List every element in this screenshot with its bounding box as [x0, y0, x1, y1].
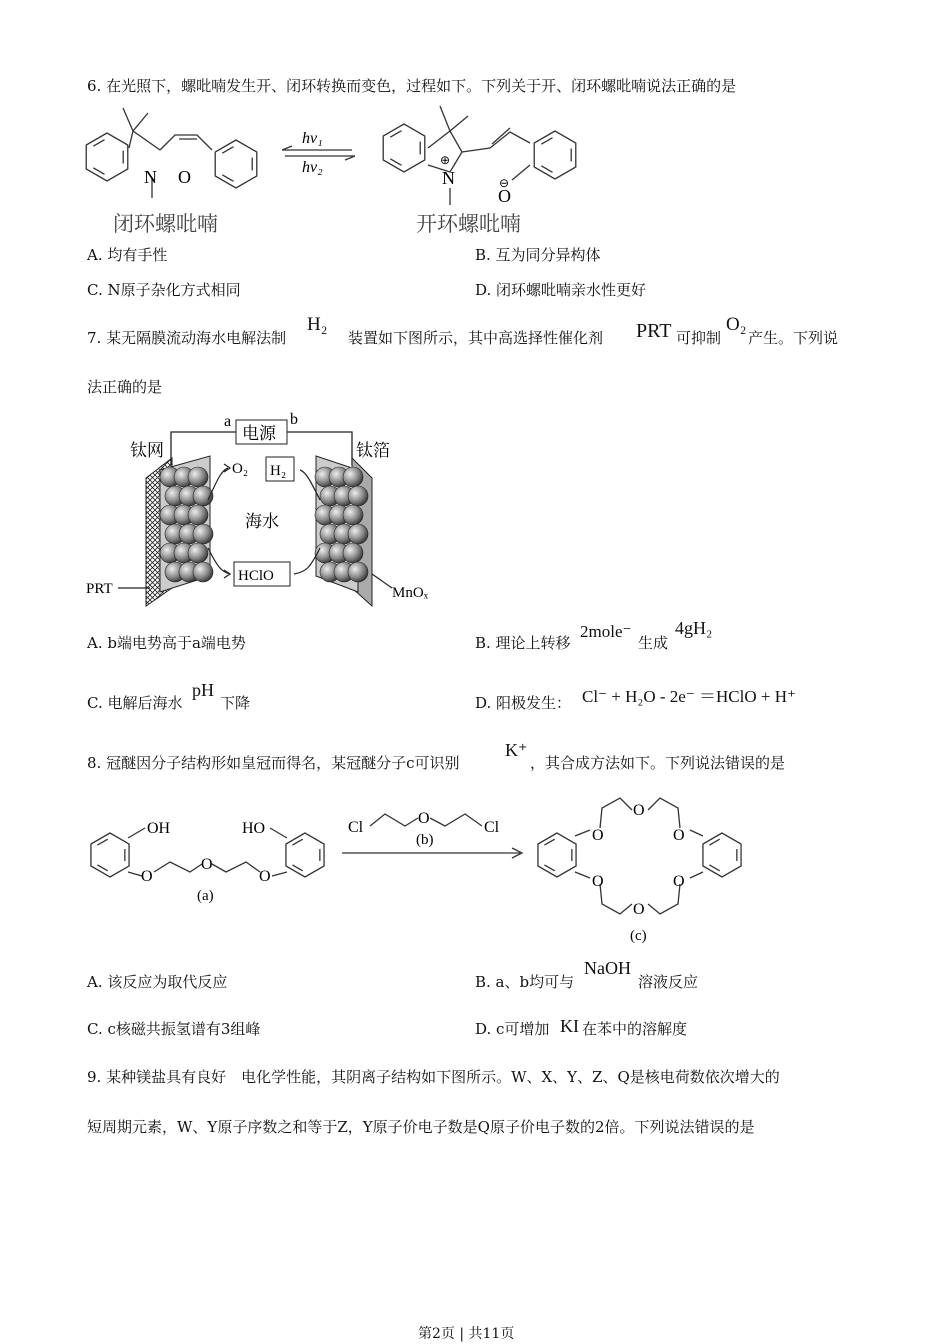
benzene-ring	[91, 833, 129, 877]
q7-option-d-2: Cl⁻ + H₂O - 2e⁻ ＝HClO + H⁺	[582, 687, 796, 706]
q7-stem-3: 可抑制	[676, 329, 722, 347]
crown-o-2: O	[633, 802, 645, 819]
o2-product-label: O₂	[232, 461, 249, 477]
ether-o-3: O	[259, 868, 271, 885]
q7-stem-2: 装置如下图所示，其中高选择性催化剂	[348, 329, 604, 347]
atom-n-closed: N	[144, 167, 157, 187]
atom-o-minus: O	[498, 186, 511, 206]
q7-option-b-4: 4gH₂	[675, 618, 713, 638]
q8-stem-1: 8. 冠醚因分子结构形如皇冠而得名，某冠醚分子c可识别	[87, 754, 460, 772]
q7-prt: PRT	[636, 320, 672, 342]
q8-option-a: A. 该反应为取代反应	[87, 973, 228, 991]
q6-option-c: C. N原子杂化方式相同	[87, 281, 241, 299]
q8-option-b-2: NaOH	[584, 958, 631, 978]
q8-option-d-1: D. c可增加	[475, 1020, 550, 1038]
q7-option-c-1: C. 电解后海水	[87, 694, 183, 712]
q7-h2: H₂	[307, 314, 328, 335]
oh-group: OH	[147, 820, 171, 837]
q7-stem-1: 7. 某无隔膜流动海水电解法制	[87, 329, 287, 347]
q8-option-c: C. c核磁共振氢谱有3组峰	[87, 1020, 261, 1038]
benzene-ring	[286, 833, 324, 877]
hclo-product-label: HClO	[238, 568, 274, 584]
q8-option-b-3: 溶液反应	[638, 973, 699, 991]
q7-option-d-1: D. 阳极发生：	[475, 694, 572, 712]
seawater-label: 海水	[245, 512, 279, 531]
q7-option-b-2: 2mole⁻	[580, 622, 632, 641]
ether-o-b: O	[418, 810, 430, 827]
ti-foil-label: 钛箔	[356, 441, 390, 460]
closed-spiropyran-label: 闭环螺吡喃	[113, 212, 218, 236]
crown-o-4: O	[592, 873, 604, 890]
q9-stem-line2: 短周期元素，W、Y原子序数之和等于Z，Y原子价电子数是Q原子价电子数的2倍。下列说法错误的是	[87, 1118, 755, 1136]
q7-option-a: A. b端电势高于a端电势	[87, 634, 246, 652]
cl-right: Cl	[484, 819, 500, 836]
q6-option-d: D. 闭环螺吡喃亲水性更好	[475, 281, 647, 299]
q9-stem-line1: 9. 某种镁盐具有良好 电化学性能，其阴离子结构如下图所示。W、X、Y、Z、Q是核电荷数依次增大的	[87, 1068, 780, 1086]
benzene-ring	[538, 833, 576, 877]
arrow-label-hv1: hν₁	[302, 130, 323, 147]
cl-left: Cl	[348, 819, 364, 836]
h2-product-label: H₂	[270, 463, 287, 479]
ho-group: HO	[242, 820, 266, 837]
label-c: (c)	[630, 928, 647, 944]
atom-n-plus: N	[442, 168, 455, 188]
crown-o-3: O	[673, 827, 685, 844]
arrow-label-hv2: hν₂	[302, 159, 323, 176]
charge-minus: ⊖	[499, 176, 510, 190]
q7-option-c-2: pH	[192, 680, 214, 700]
q6-option-b: B. 互为同分异构体	[475, 246, 601, 264]
q7-stem-line2: 法正确的是	[87, 378, 163, 396]
q7-stem-4: 产生。下列说	[748, 329, 839, 347]
charge-plus: ⊕	[440, 153, 451, 167]
ether-o-2: O	[201, 856, 213, 873]
q8-option-d-3: 在苯中的溶解度	[582, 1020, 688, 1038]
q8-option-b-1: B. a、b均可与	[475, 973, 575, 991]
ti-mesh-label: 钛网	[130, 441, 164, 460]
crown-o-1: O	[592, 827, 604, 844]
benzene-ring	[703, 833, 741, 877]
q8-k-plus: K⁺	[505, 740, 528, 760]
atom-o-closed: O	[178, 167, 191, 187]
q6-option-a: A. 均有手性	[87, 246, 168, 264]
open-spiropyran-label: 开环螺吡喃	[416, 212, 521, 236]
q8-option-d-2: KI	[560, 1016, 579, 1036]
terminal-b: b	[290, 411, 298, 428]
q7-option-b-1: B. 理论上转移	[475, 634, 571, 652]
q7-option-c-3: 下降	[220, 694, 251, 712]
q7-option-b-3: 生成	[638, 634, 669, 652]
label-b: (b)	[416, 832, 434, 848]
page-footer: 第2页 | 共11页	[418, 1326, 515, 1342]
crown-o-6: O	[673, 873, 685, 890]
q6-stem: 6. 在光照下，螺吡喃发生开、闭环转换而变色，过程如下。下列关于开、闭环螺吡喃说法正确的是	[87, 77, 737, 95]
q8-stem-2: ，其合成方法如下。下列说法错误的是	[530, 754, 786, 772]
q7-o2: O₂	[726, 314, 747, 335]
prt-catalyst-label: PRT	[86, 581, 113, 597]
mnox-label: MnOₓ	[392, 585, 429, 601]
ether-o-1: O	[141, 868, 153, 885]
power-source-label: 电源	[242, 424, 276, 443]
terminal-a: a	[224, 413, 232, 430]
crown-o-5: O	[633, 901, 645, 918]
label-a: (a)	[197, 888, 214, 904]
